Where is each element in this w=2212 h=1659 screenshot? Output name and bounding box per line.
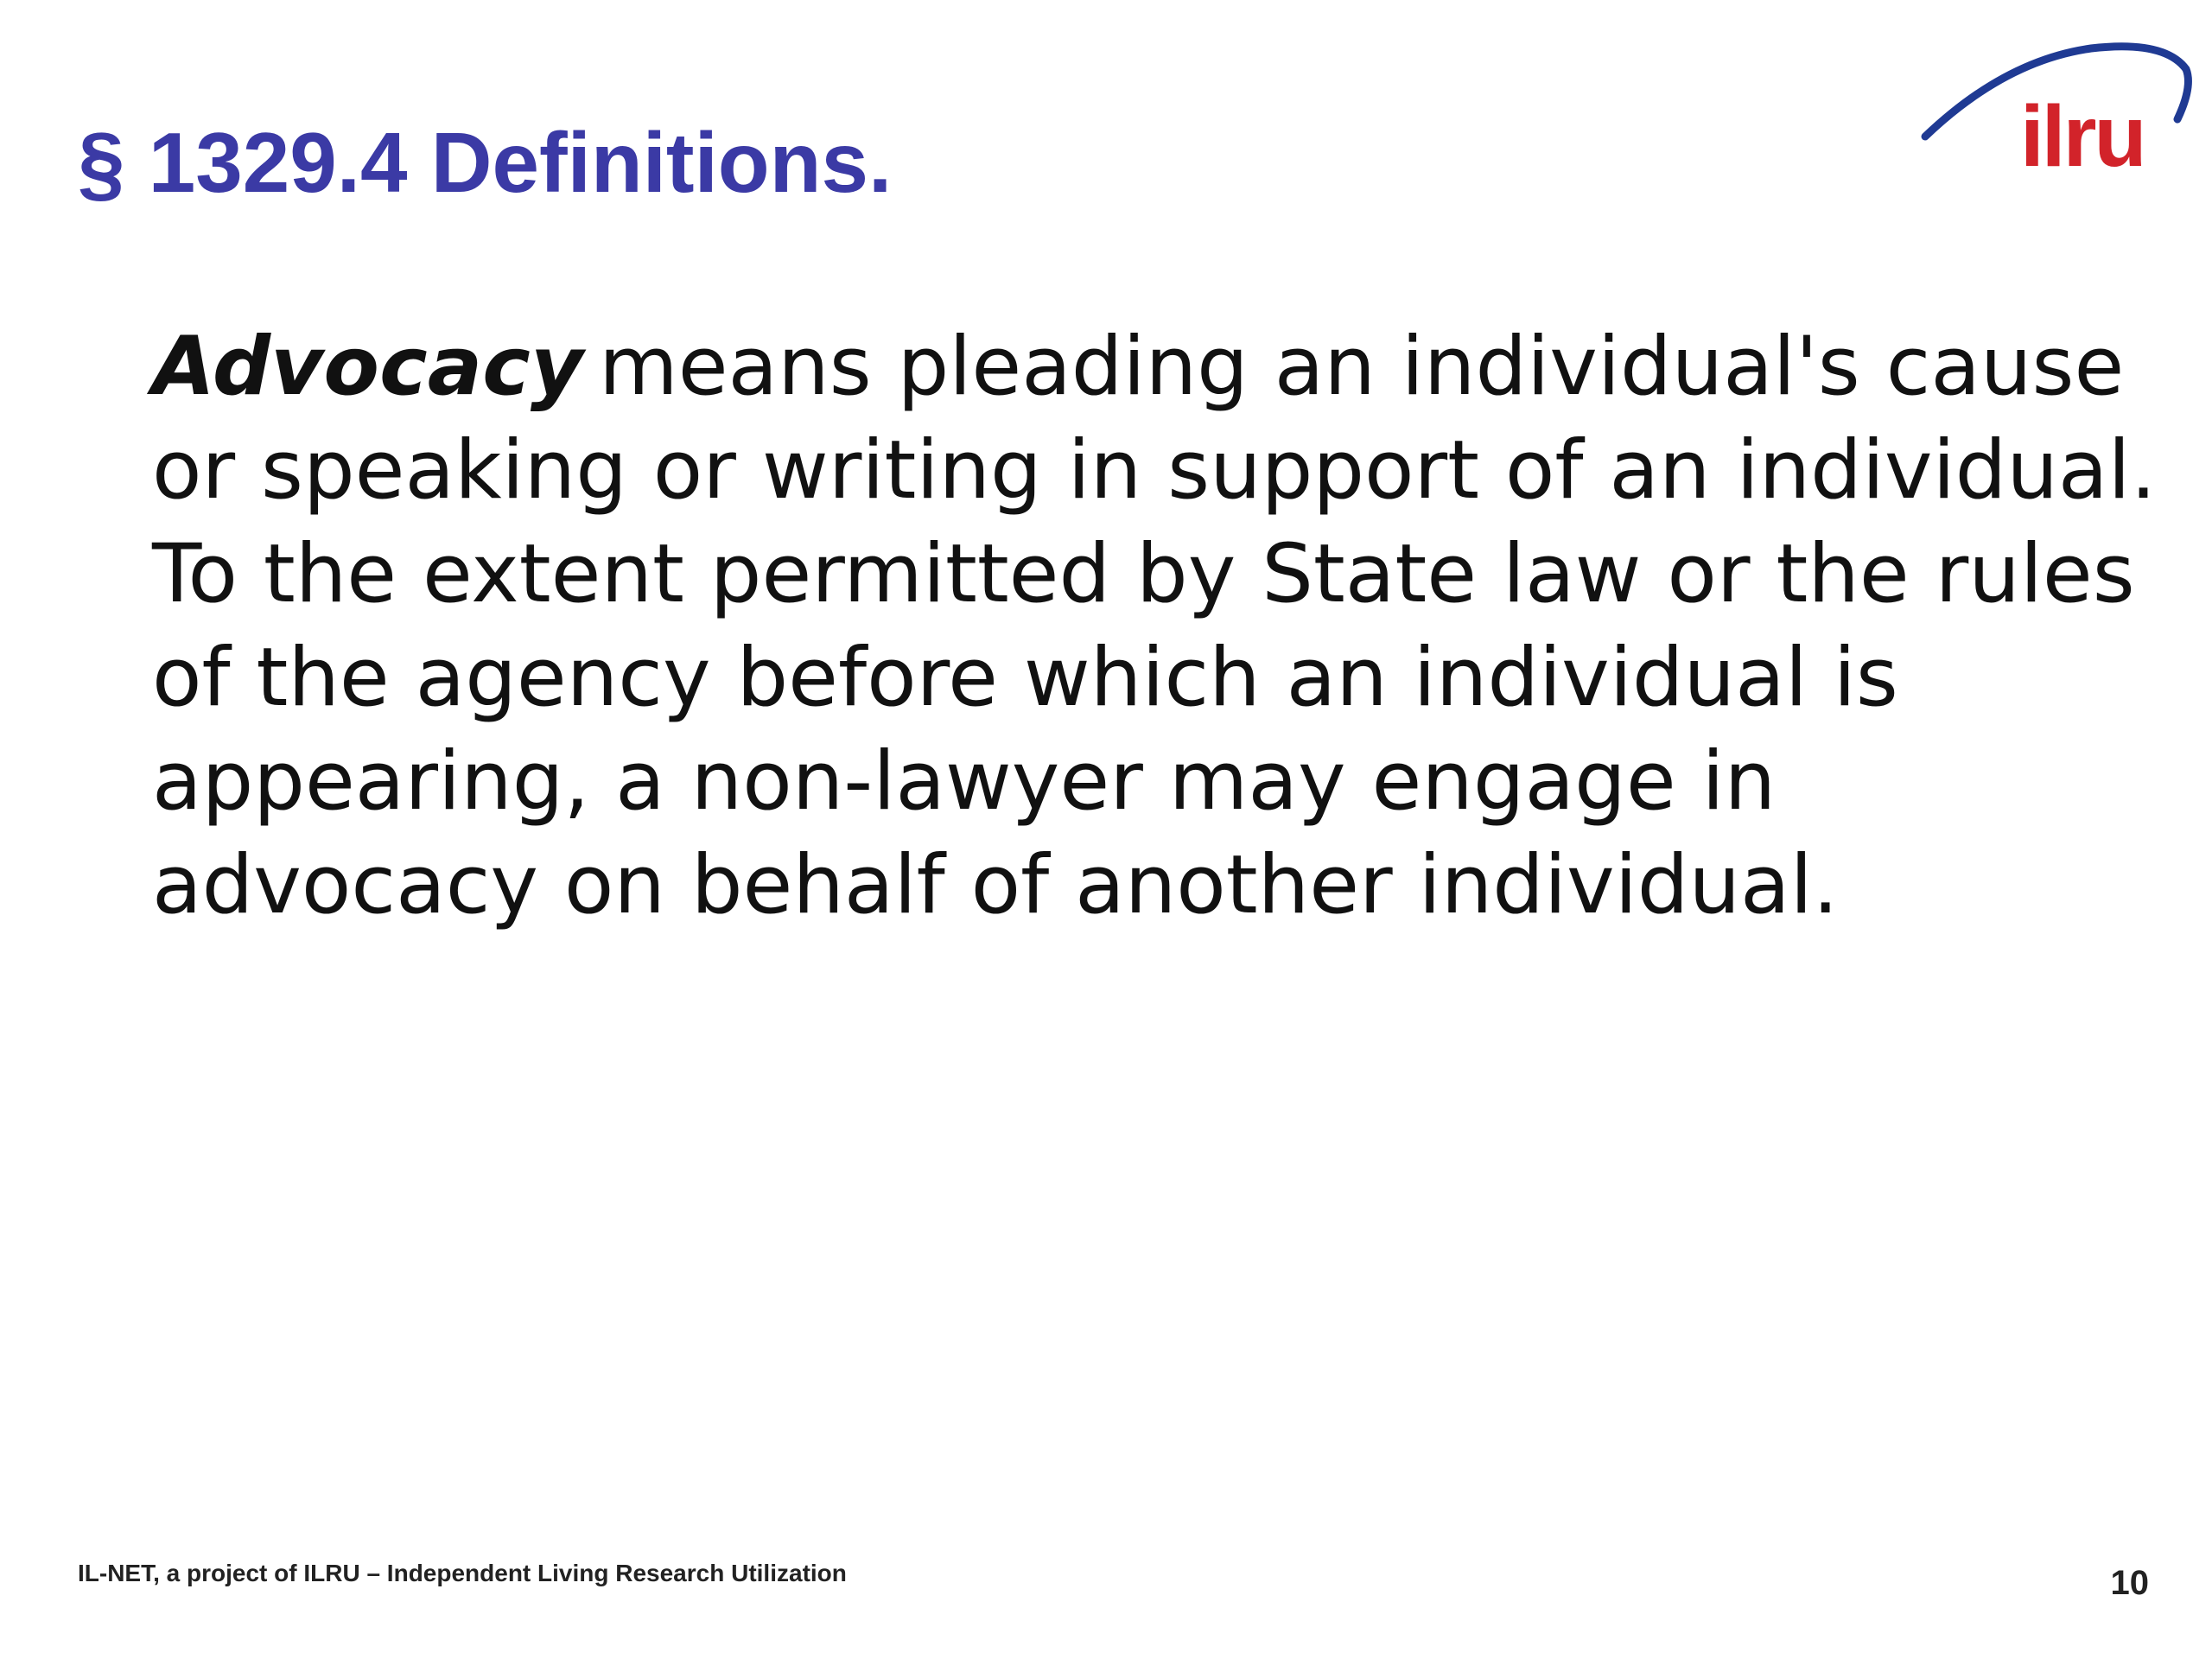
ilru-logo-graphic [1918, 35, 2195, 186]
logo-text: ilru [2020, 88, 2145, 185]
definition-paragraph [152, 315, 2157, 938]
page-number: 10 [2110, 1564, 2149, 1602]
defined-term: Advocacy [152, 320, 584, 414]
footer-credit: IL-NET, a project of ILRU – Independent Living Research Utilization [78, 1560, 847, 1586]
ilru-logo [1918, 35, 2195, 186]
definition-text: means pleading an individual's cause or speaking or writing in support of an individual. To the extent permitted by State law or the rules of the agency before which an individual is appearing, a non-lawyer may engage in advocacy on behalf of another individual. [152, 320, 2157, 932]
slide-title: § 1329.4 Definitions. [78, 115, 893, 210]
